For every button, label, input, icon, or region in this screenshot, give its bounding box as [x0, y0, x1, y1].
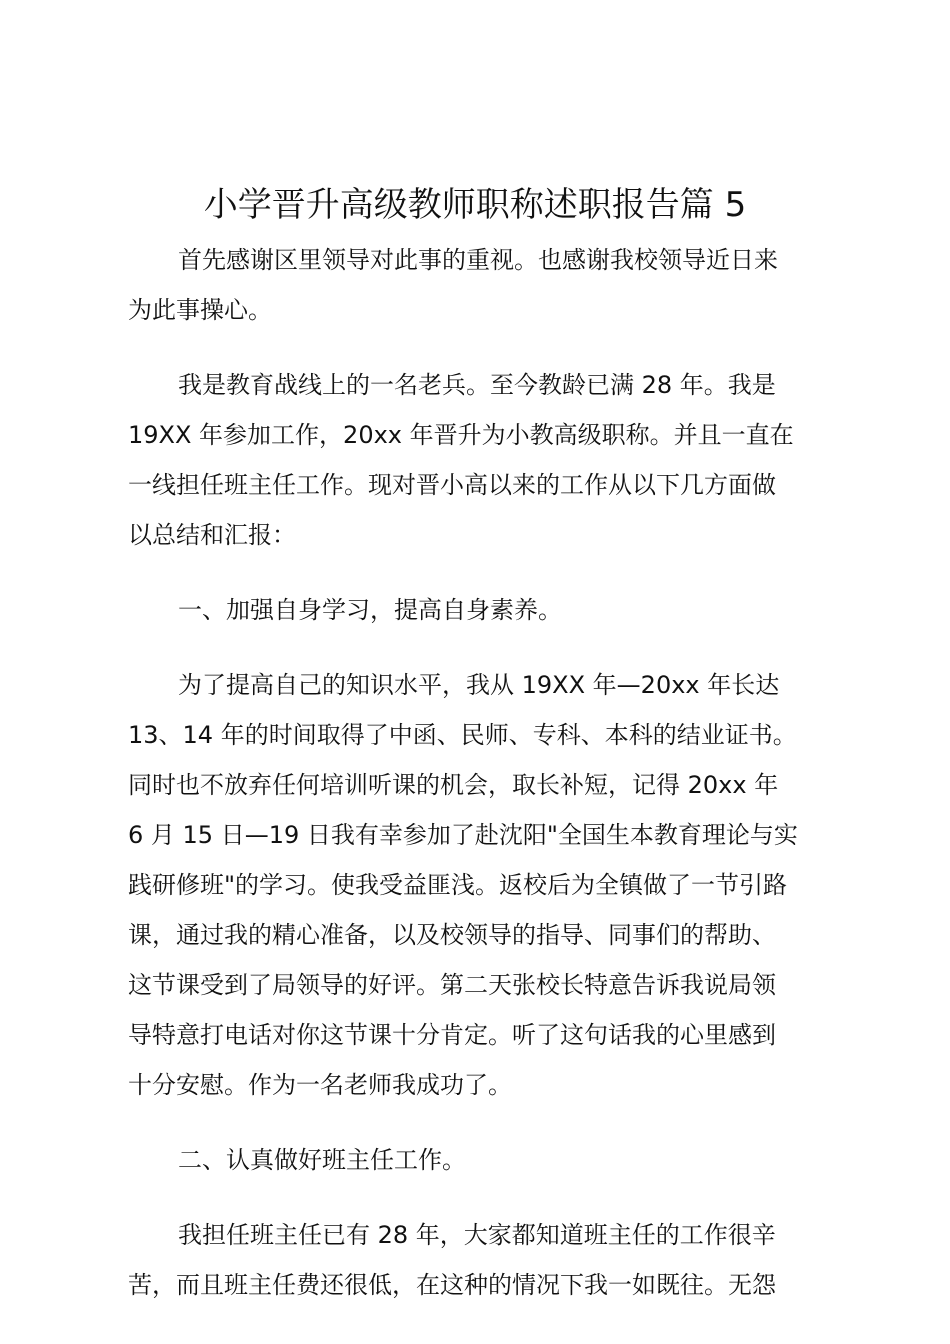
- text-line: 6 月 15 日—19 日我有幸参加了赴沈阳"全国生本教育理论与实: [128, 821, 798, 849]
- page-title: 小学晋升高级教师职称述职报告篇 5: [203, 185, 747, 225]
- text-line: 以总结和汇报：: [128, 521, 296, 549]
- text-line: 苦，而且班主任费还很低，在这种的情况下我一如既往。无怨: [128, 1271, 776, 1299]
- text-line: 十分安慰。作为一名老师我成功了。: [128, 1071, 512, 1099]
- paragraph-3: [128, 660, 834, 1110]
- text-line: 我是教育战线上的一名老兵。至今教龄已满 28 年。我是: [178, 371, 776, 399]
- paragraph-4: [128, 1210, 834, 1310]
- section-heading-1: [128, 585, 834, 635]
- document-body: [128, 235, 834, 1335]
- text-line: 首先感谢区里领导对此事的重视。也感谢我校领导近日来: [178, 246, 778, 274]
- text-line: 13、14 年的时间取得了中函、民师、专科、本科的结业证书。: [128, 721, 797, 749]
- section-heading-2: [128, 1135, 834, 1185]
- paragraph-1: [128, 235, 834, 335]
- text-line: 这节课受到了局领导的好评。第二天张校长特意告诉我说局领: [128, 971, 776, 999]
- text-line: 我担任班主任已有 28 年，大家都知道班主任的工作很辛: [178, 1221, 776, 1249]
- text-line: 为了提高自己的知识水平，我从 19XX 年—20xx 年长达: [178, 671, 780, 699]
- text-line: 一线担任班主任工作。现对晋小高以来的工作从以下几方面做: [128, 471, 776, 499]
- text-line: 二、认真做好班主任工作。: [178, 1146, 466, 1174]
- text-line: 课，通过我的精心准备，以及校领导的指导、同事们的帮助、: [128, 921, 776, 949]
- text-line: 19XX 年参加工作，20xx 年晋升为小教高级职称。并且一直在: [128, 421, 794, 449]
- text-line: 导特意打电话对你这节课十分肯定。听了这句话我的心里感到: [128, 1021, 776, 1049]
- paragraph-2: [128, 360, 834, 560]
- text-line: 践研修班"的学习。使我受益匪浅。返校后为全镇做了一节引路: [128, 871, 788, 899]
- text-line: 同时也不放弃任何培训听课的机会，取长补短，记得 20xx 年: [128, 771, 779, 799]
- text-line: 为此事操心。: [128, 296, 272, 324]
- text-line: 一、加强自身学习，提高自身素养。: [178, 596, 562, 624]
